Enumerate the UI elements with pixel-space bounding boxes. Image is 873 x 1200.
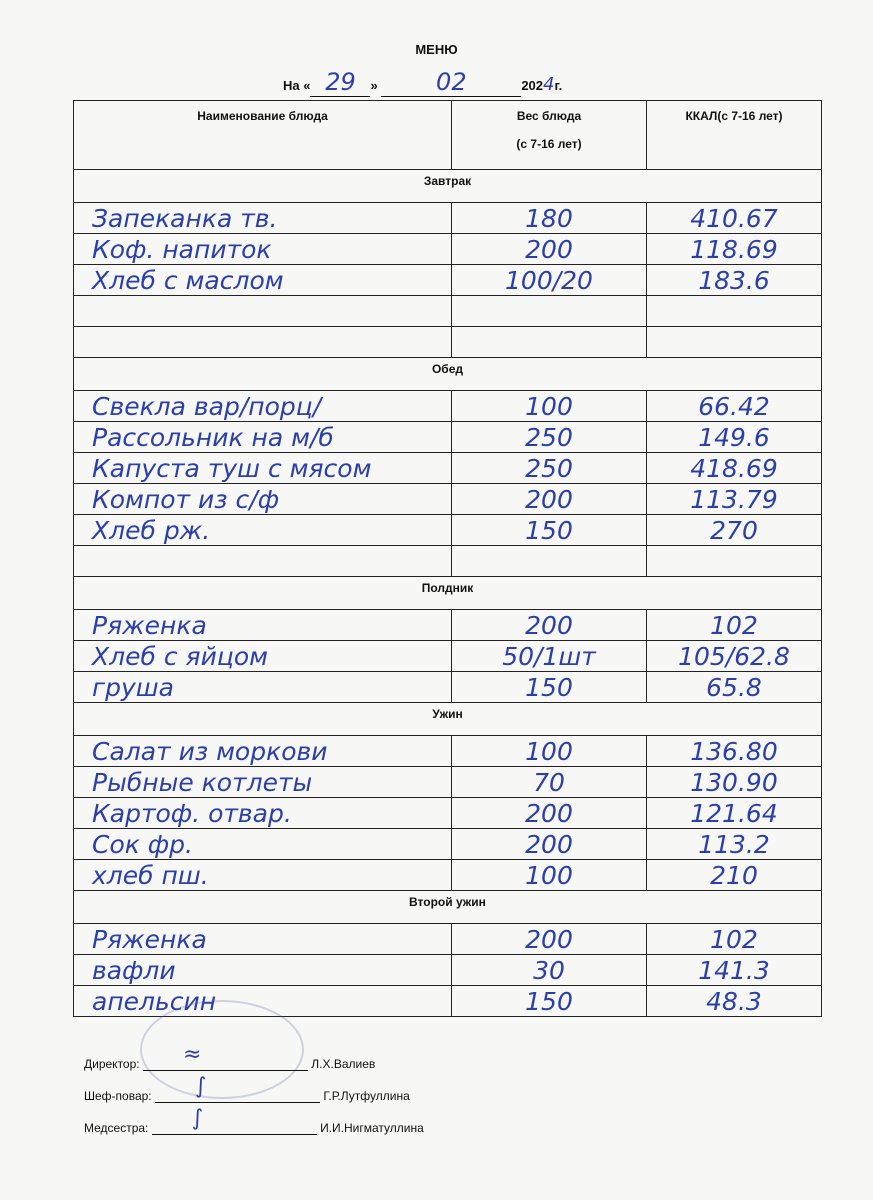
table-row xyxy=(74,546,822,577)
dish-weight: 70 xyxy=(452,767,647,798)
dish-kcal: 66.42 xyxy=(647,391,822,422)
year-suffix: г. xyxy=(554,78,563,93)
table-row xyxy=(74,234,822,265)
dish-name: Ряженка xyxy=(74,610,452,641)
dish-weight xyxy=(452,546,647,577)
column-weight: Вес блюда (с 7-16 лет) xyxy=(452,101,647,170)
round-stamp xyxy=(140,1000,304,1099)
dish-name: вафли xyxy=(74,955,452,986)
dish-weight: 150 xyxy=(452,986,647,1017)
dish-kcal: 113.2 xyxy=(647,829,822,860)
table-row xyxy=(74,610,822,641)
table-row xyxy=(74,453,822,484)
section-title: Второй ужин xyxy=(74,891,822,924)
dish-weight: 100 xyxy=(452,736,647,767)
date-month: 02 xyxy=(436,68,467,96)
table-row xyxy=(74,955,822,986)
page-title: МЕНЮ xyxy=(415,42,458,57)
dish-name: Коф. напиток xyxy=(74,234,452,265)
dish-weight: 50/1шт xyxy=(452,641,647,672)
table-row xyxy=(74,924,822,955)
dish-name: Ряженка xyxy=(74,924,452,955)
dish-name: груша xyxy=(74,672,452,703)
dish-weight: 100 xyxy=(452,860,647,891)
table-row xyxy=(74,767,822,798)
signature-nurse: Медсестра: ∫ И.И.Нигматуллина xyxy=(84,1106,424,1135)
dish-kcal: 105/62.8 xyxy=(647,641,822,672)
dish-name: Капуста туш с мясом xyxy=(74,453,452,484)
dish-kcal: 418.69 xyxy=(647,453,822,484)
section-title: Обед xyxy=(74,358,822,391)
dish-kcal: 270 xyxy=(647,515,822,546)
dish-weight: 100 xyxy=(452,391,647,422)
dish-kcal: 102 xyxy=(647,610,822,641)
menu-table xyxy=(73,100,822,1017)
dish-name: Компот из с/ф xyxy=(74,484,452,515)
dish-name: Рассольник на м/б xyxy=(74,422,452,453)
dish-kcal: 149.6 xyxy=(647,422,822,453)
dish-weight: 100/20 xyxy=(452,265,647,296)
dish-kcal: 102 xyxy=(647,924,822,955)
dish-name: Свекла вар/порц/ xyxy=(74,391,452,422)
dish-name: Хлеб с маслом xyxy=(74,265,452,296)
date-day-suffix: » xyxy=(370,78,378,93)
dish-name: Сок фр. xyxy=(74,829,452,860)
signature-chef: Шеф-повар: ∫ Г.Р.Лутфуллина xyxy=(84,1074,410,1103)
dish-kcal xyxy=(647,546,822,577)
dish-kcal: 121.64 xyxy=(647,798,822,829)
dish-kcal: 183.6 xyxy=(647,265,822,296)
dish-kcal: 141.3 xyxy=(647,955,822,986)
dish-name: апельсин xyxy=(74,986,452,1017)
section-row xyxy=(74,170,822,203)
dish-name: Запеканка тв. xyxy=(74,203,452,234)
dish-kcal: 410.67 xyxy=(647,203,822,234)
table-row xyxy=(74,391,822,422)
section-title: Полдник xyxy=(74,577,822,610)
column-dish-name: Наименование блюда xyxy=(74,101,452,170)
section-row xyxy=(74,358,822,391)
table-row xyxy=(74,484,822,515)
dish-weight: 180 xyxy=(452,203,647,234)
table-row xyxy=(74,829,822,860)
dish-kcal: 130.90 xyxy=(647,767,822,798)
section-title: Завтрак xyxy=(74,170,822,203)
dish-name xyxy=(74,546,452,577)
table-row xyxy=(74,515,822,546)
dish-kcal: 65.8 xyxy=(647,672,822,703)
dish-weight: 150 xyxy=(452,672,647,703)
table-row xyxy=(74,327,822,358)
dish-kcal: 118.69 xyxy=(647,234,822,265)
table-row xyxy=(74,422,822,453)
dish-kcal: 113.79 xyxy=(647,484,822,515)
dish-kcal: 48.3 xyxy=(647,986,822,1017)
dish-name xyxy=(74,327,452,358)
dish-kcal xyxy=(647,296,822,327)
year-digit: 4 xyxy=(543,74,555,95)
section-row xyxy=(74,891,822,924)
dish-name xyxy=(74,296,452,327)
section-row xyxy=(74,703,822,736)
dish-weight: 200 xyxy=(452,829,647,860)
dish-weight: 30 xyxy=(452,955,647,986)
dish-weight: 250 xyxy=(452,422,647,453)
table-row xyxy=(74,672,822,703)
table-row xyxy=(74,203,822,234)
table-row xyxy=(74,296,822,327)
dish-weight: 200 xyxy=(452,610,647,641)
dish-kcal: 210 xyxy=(647,860,822,891)
dish-name: Хлеб с яйцом xyxy=(74,641,452,672)
table-row xyxy=(74,641,822,672)
date-line xyxy=(283,68,562,97)
table-row xyxy=(74,265,822,296)
dish-weight xyxy=(452,296,647,327)
dish-weight: 200 xyxy=(452,234,647,265)
table-row xyxy=(74,736,822,767)
dish-weight: 150 xyxy=(452,515,647,546)
date-prefix: На « xyxy=(283,78,311,93)
signature-director: Директор: ≈ Л.Х.Валиев xyxy=(84,1042,376,1071)
dish-kcal xyxy=(647,327,822,358)
dish-name: Хлеб рж. xyxy=(74,515,452,546)
dish-weight: 250 xyxy=(452,453,647,484)
section-title: Ужин xyxy=(74,703,822,736)
dish-weight: 200 xyxy=(452,798,647,829)
section-row xyxy=(74,577,822,610)
dish-name: Салат из моркови xyxy=(74,736,452,767)
dish-name: хлеб пш. xyxy=(74,860,452,891)
dish-weight xyxy=(452,327,647,358)
dish-name: Рыбные котлеты xyxy=(74,767,452,798)
table-row xyxy=(74,798,822,829)
date-day: 29 xyxy=(325,68,356,96)
dish-name: Картоф. отвар. xyxy=(74,798,452,829)
column-kcal: ККАЛ(с 7-16 лет) xyxy=(647,101,822,170)
dish-weight: 200 xyxy=(452,924,647,955)
year-prefix: 202 xyxy=(521,78,544,93)
dish-weight: 200 xyxy=(452,484,647,515)
dish-kcal: 136.80 xyxy=(647,736,822,767)
table-row xyxy=(74,860,822,891)
